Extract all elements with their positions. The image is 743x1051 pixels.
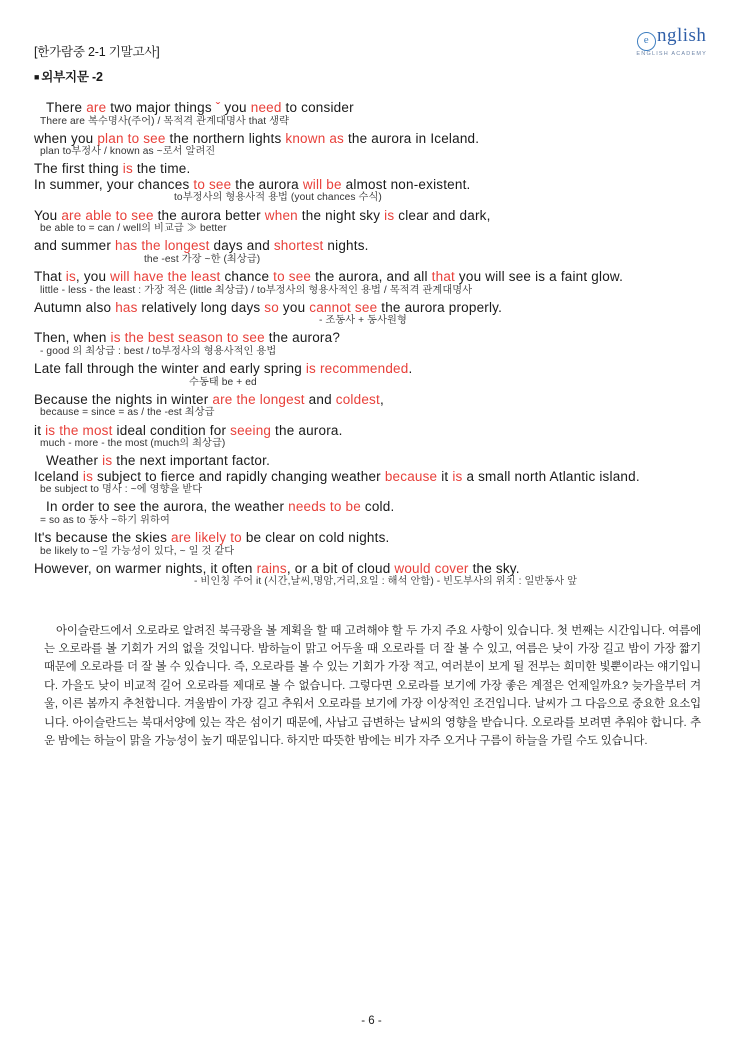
passage-line: it is the most ideal condition for seeing the aurora. xyxy=(34,422,343,438)
passage-line: Autumn also has relatively long days so you cannot see the aurora properly. xyxy=(34,299,503,315)
page-title: [한가람중 2-1 기말고사] xyxy=(34,45,160,59)
page-footer: - 6 - xyxy=(361,1015,382,1027)
grammar-note: much - more - the most (much의 최상급) xyxy=(40,438,226,450)
grammar-note: because = since = as / the -est 최상급 xyxy=(40,407,215,419)
passage-line: The first thing is the time. xyxy=(34,161,191,177)
korean-translation xyxy=(34,622,709,751)
passage-line: Then, when is the best season to see the aurora? xyxy=(34,330,341,346)
passage-line: Because the nights in winter are the longest and coldest, xyxy=(34,391,384,407)
brand-logo xyxy=(636,26,707,58)
logo-e-icon: e xyxy=(637,32,656,51)
passage-line: In summer, your chances to see the aurora will be almost non-existent. xyxy=(34,176,471,192)
passage-line: That is, you will have the least chance to see the aurora, and all that you will see is a faint glow. xyxy=(34,269,624,285)
translation-paragraph: 아이슬란드에서 오로라로 알려진 북극광을 볼 계획을 할 때 고려해야 할 두 가지 주요 사항이 있습니다. 첫 번째는 시간입니다. 여름에는 오로라를 볼 기회가 거의 없을 것입니다. 밤하늘이 맑고 어두울 때 오로라를 더 잘 볼 수 있고, 여름은 낮이 가장 길고 밤이 가장 짧기 때문에 오로라를 더 잘 볼 수 있습니다. 즉, 오로라를 볼 수 있는 기회가 가장 적고, 여러분이 보게 될 전부는 희미한 빛뿐이라는 얘기입니다. 가을도 낮이 비교적 길어 오로라를 제대로 볼 수 없습니다. 그렇다면 오로라를 보기에 가장 좋은 계절은 언제일까요? 늦가을부터 겨울, 이른 봄까지 추천합니다. 겨울밤이 가장 길고 추워서 오로라를 보기에 가장 이상적인 조건입니다. 날씨가 그 다음으로 중요한 요소입니다. 아이슬란드는 북대서양에 있는 작은 섬이기 때문에, 사납고 급변하는 날씨의 영향을 받습니다. 오로라를 보려면 추워야 합니다. 추운 밤에는 하늘이 맑을 가능성이 높기 때문입니다. 하지만 따뜻한 밤에는 비가 자주 오거나 구름이 하늘을 가릴 수도 있습니다. xyxy=(44,624,701,748)
passage-line: In order to see the aurora, the weather needs to be cold. xyxy=(46,499,395,515)
grammar-note: little - less - the least : 가장 적은 (little 최상급) / to부정사의 형용사적인 용법 / 목적격 관계대명사 xyxy=(40,284,473,296)
logo-tagline: ENGLISH ACADEMY xyxy=(636,51,707,57)
passage-line: Late fall through the winter and early spring is recommended. xyxy=(34,361,413,377)
document-header xyxy=(34,42,709,85)
grammar-note: be likely to ~일 가능성이 있다, ~ 일 것 같다 xyxy=(40,545,235,557)
square-bullet-icon: ■ xyxy=(34,72,40,82)
passage-line: It's because the skies are likely to be clear on cold nights. xyxy=(34,530,390,546)
passage-line: You are able to see the aurora better when the night sky is clear and dark, xyxy=(34,207,491,223)
logo-wordmark-text: nglish xyxy=(656,25,707,46)
passage-line: when you plan to see the northern lights known as the aurora in Iceland. xyxy=(34,130,480,146)
grammar-note: the -est 가장 ~한 (최상급) xyxy=(144,253,261,265)
section-title-text: 외부지문 -2 xyxy=(41,70,103,84)
grammar-note: There are 복수명사(주어) / 목적격 관계대명사 that 생략 xyxy=(40,115,290,127)
passage-line: However, on warmer nights, it often rains, or a bit of cloud would cover the sky. xyxy=(34,560,520,576)
grammar-note: be able to = can / well의 비교급 ≫ better xyxy=(40,223,227,235)
logo-wordmark xyxy=(636,26,707,51)
grammar-note: - 조동사 + 동사원형 xyxy=(319,315,407,327)
section-title xyxy=(34,67,709,85)
grammar-note: = so as to 동사 ~하기 위하여 xyxy=(40,514,170,526)
passage-line: Weather is the next important factor. xyxy=(46,453,271,469)
grammar-note: to부정사의 형용사적 용법 (yout chances 수식) xyxy=(174,192,382,204)
grammar-note: be subject to 명사 : ~에 영향을 받다 xyxy=(40,484,203,496)
annotated-passage xyxy=(34,101,709,588)
grammar-note: plan to부정사 / known as ~로서 알려진 xyxy=(40,146,216,158)
passage-line: Iceland is subject to fierce and rapidly changing weather because it is a small north Atlantic island. xyxy=(34,468,640,484)
grammar-note: 수동태 be + ed xyxy=(189,376,257,388)
grammar-note: - 비인칭 주어 it (시간,날씨,명암,거리,요일 : 해석 안함) - 빈도부사의 위치 : 일반동사 앞 xyxy=(194,576,578,588)
passage-line: and summer has the longest days and shortest nights. xyxy=(34,238,369,254)
passage-line: There are two major things ˇ you need to consider xyxy=(46,100,354,115)
grammar-note: - good 의 최상급 : best / to부정사의 형용사적인 용법 xyxy=(40,345,277,357)
